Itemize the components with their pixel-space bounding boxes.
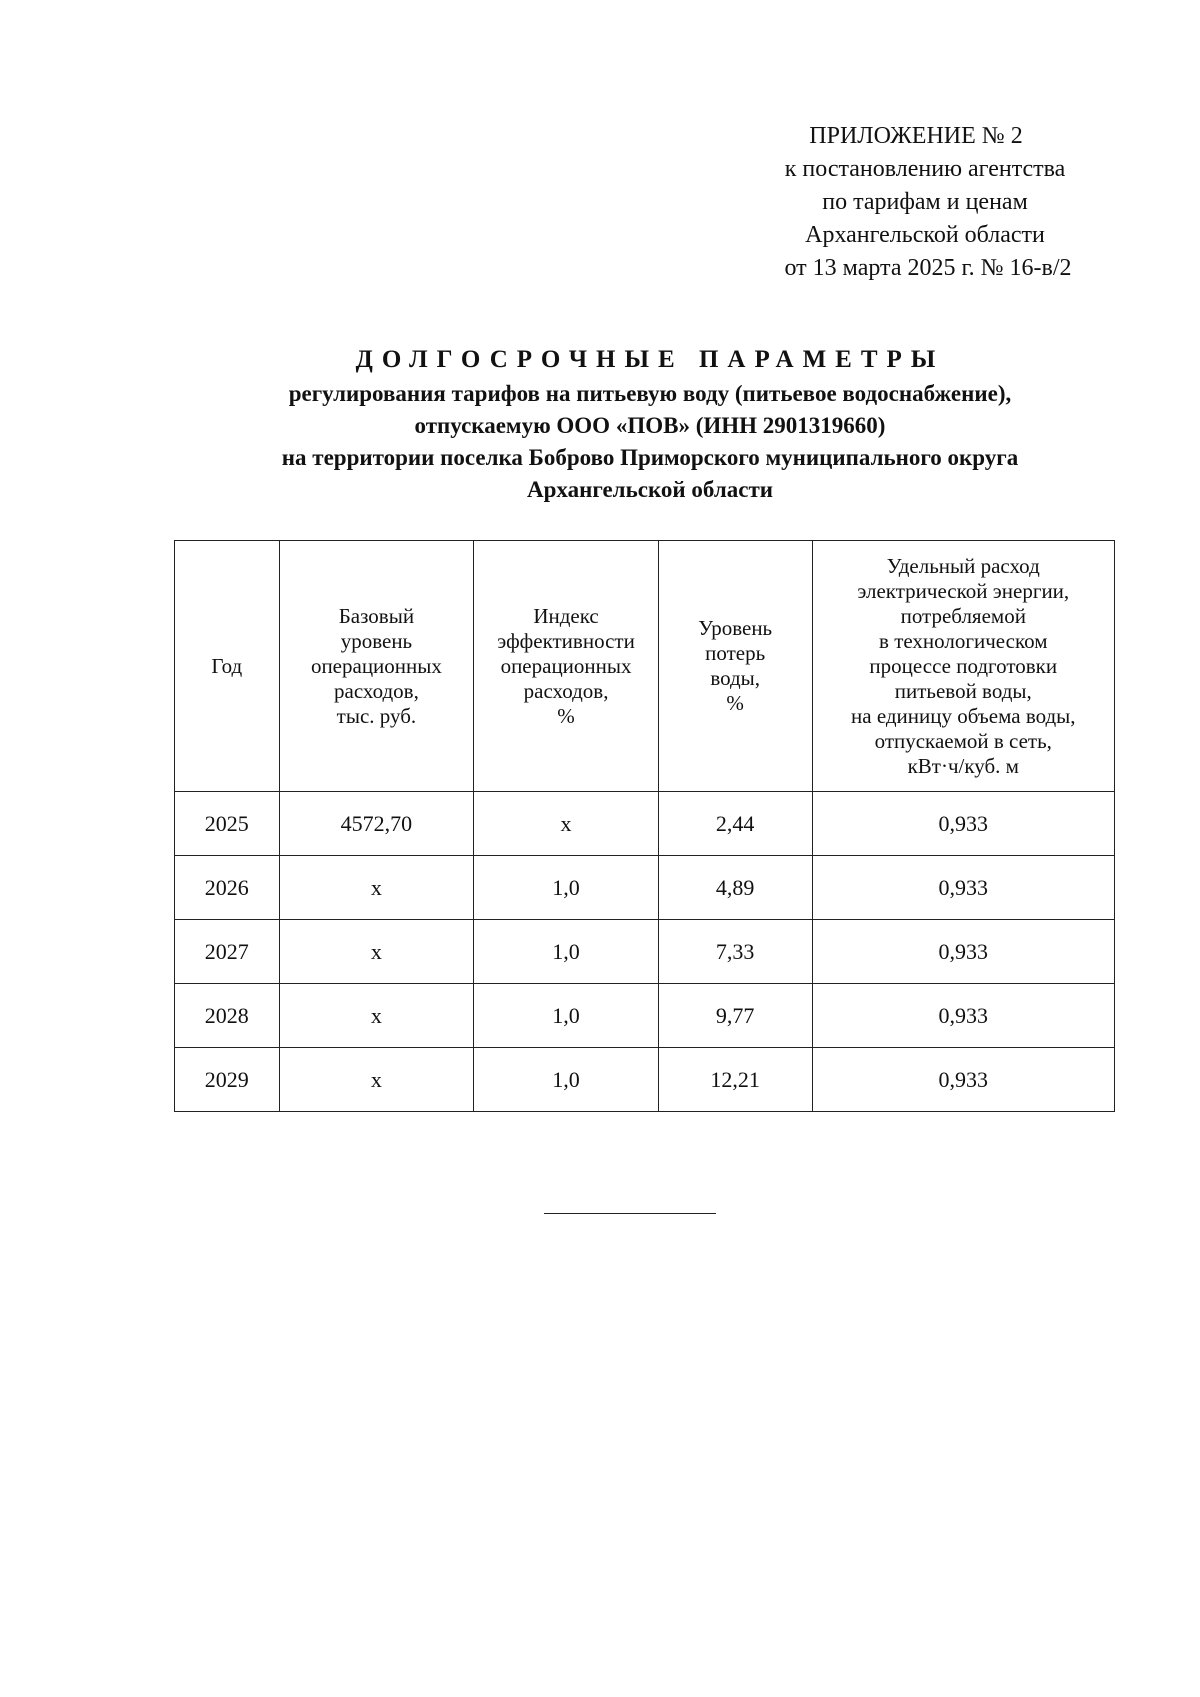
cell-efficiency-index: 1,0	[474, 856, 659, 920]
cell-efficiency-index: 1,0	[474, 984, 659, 1048]
table-row	[175, 792, 1115, 856]
cell-base-opex: х	[279, 1048, 474, 1112]
cell-year: 2028	[175, 984, 280, 1048]
parameters-table	[174, 540, 1115, 1112]
table-row	[175, 1048, 1115, 1112]
cell-specific-energy: 0,933	[812, 920, 1114, 984]
header-specific-energy: Удельный расход электрической энергии, потребляемой в технологическом процессе подготовки питьевой воды, на единицу объема воды, отпускаемой в сеть, кВт·ч/куб. м	[812, 541, 1114, 792]
appendix-line: по тарифам и ценам	[822, 189, 1028, 215]
cell-year: 2027	[175, 920, 280, 984]
appendix-date-line: от 13 марта 2025 г. № 16-в/2	[784, 255, 1072, 281]
cell-base-opex: 4572,70	[279, 792, 474, 856]
cell-water-loss: 2,44	[658, 792, 812, 856]
title-line: на территории поселка Боброво Приморского муниципального округа	[281, 445, 1019, 470]
table-row	[175, 984, 1115, 1048]
table-header-row	[175, 541, 1115, 792]
title-line: отпускаемую ООО «ПОВ» (ИНН 2901319660)	[414, 413, 886, 438]
header-water-loss: Уровень потерь воды, %	[658, 541, 812, 792]
cell-year: 2026	[175, 856, 280, 920]
cell-specific-energy: 0,933	[812, 984, 1114, 1048]
appendix-heading: ПРИЛОЖЕНИЕ № 2	[809, 123, 1023, 149]
cell-water-loss: 12,21	[658, 1048, 812, 1112]
cell-year: 2025	[175, 792, 280, 856]
cell-water-loss: 9,77	[658, 984, 812, 1048]
table-row	[175, 856, 1115, 920]
cell-specific-energy: 0,933	[812, 792, 1114, 856]
header-base-opex: Базовый уровень операционных расходов, тыс. руб.	[279, 541, 474, 792]
cell-specific-energy: 0,933	[812, 856, 1114, 920]
cell-efficiency-index: 1,0	[474, 920, 659, 984]
title-line: регулирования тарифов на питьевую воду (питьевое водоснабжение),	[288, 381, 1012, 406]
title-main: ДОЛГОСРОЧНЫЕ ПАРАМЕТРЫ	[355, 346, 945, 373]
appendix-line: Архангельской области	[805, 222, 1045, 248]
header-efficiency-index: Индекс эффективности операционных расходов, %	[474, 541, 659, 792]
header-year: Год	[175, 541, 280, 792]
cell-base-opex: х	[279, 856, 474, 920]
document-title	[120, 343, 1180, 506]
cell-year: 2029	[175, 1048, 280, 1112]
end-separator-line	[544, 1213, 716, 1214]
cell-water-loss: 4,89	[658, 856, 812, 920]
cell-specific-energy: 0,933	[812, 1048, 1114, 1112]
cell-base-opex: х	[279, 984, 474, 1048]
appendix-line: к постановлению агентства	[784, 156, 1066, 182]
cell-base-opex: х	[279, 920, 474, 984]
appendix-block	[700, 120, 1150, 285]
cell-water-loss: 7,33	[658, 920, 812, 984]
table-row	[175, 920, 1115, 984]
cell-efficiency-index: х	[474, 792, 659, 856]
title-line: Архангельской области	[526, 477, 773, 502]
cell-efficiency-index: 1,0	[474, 1048, 659, 1112]
